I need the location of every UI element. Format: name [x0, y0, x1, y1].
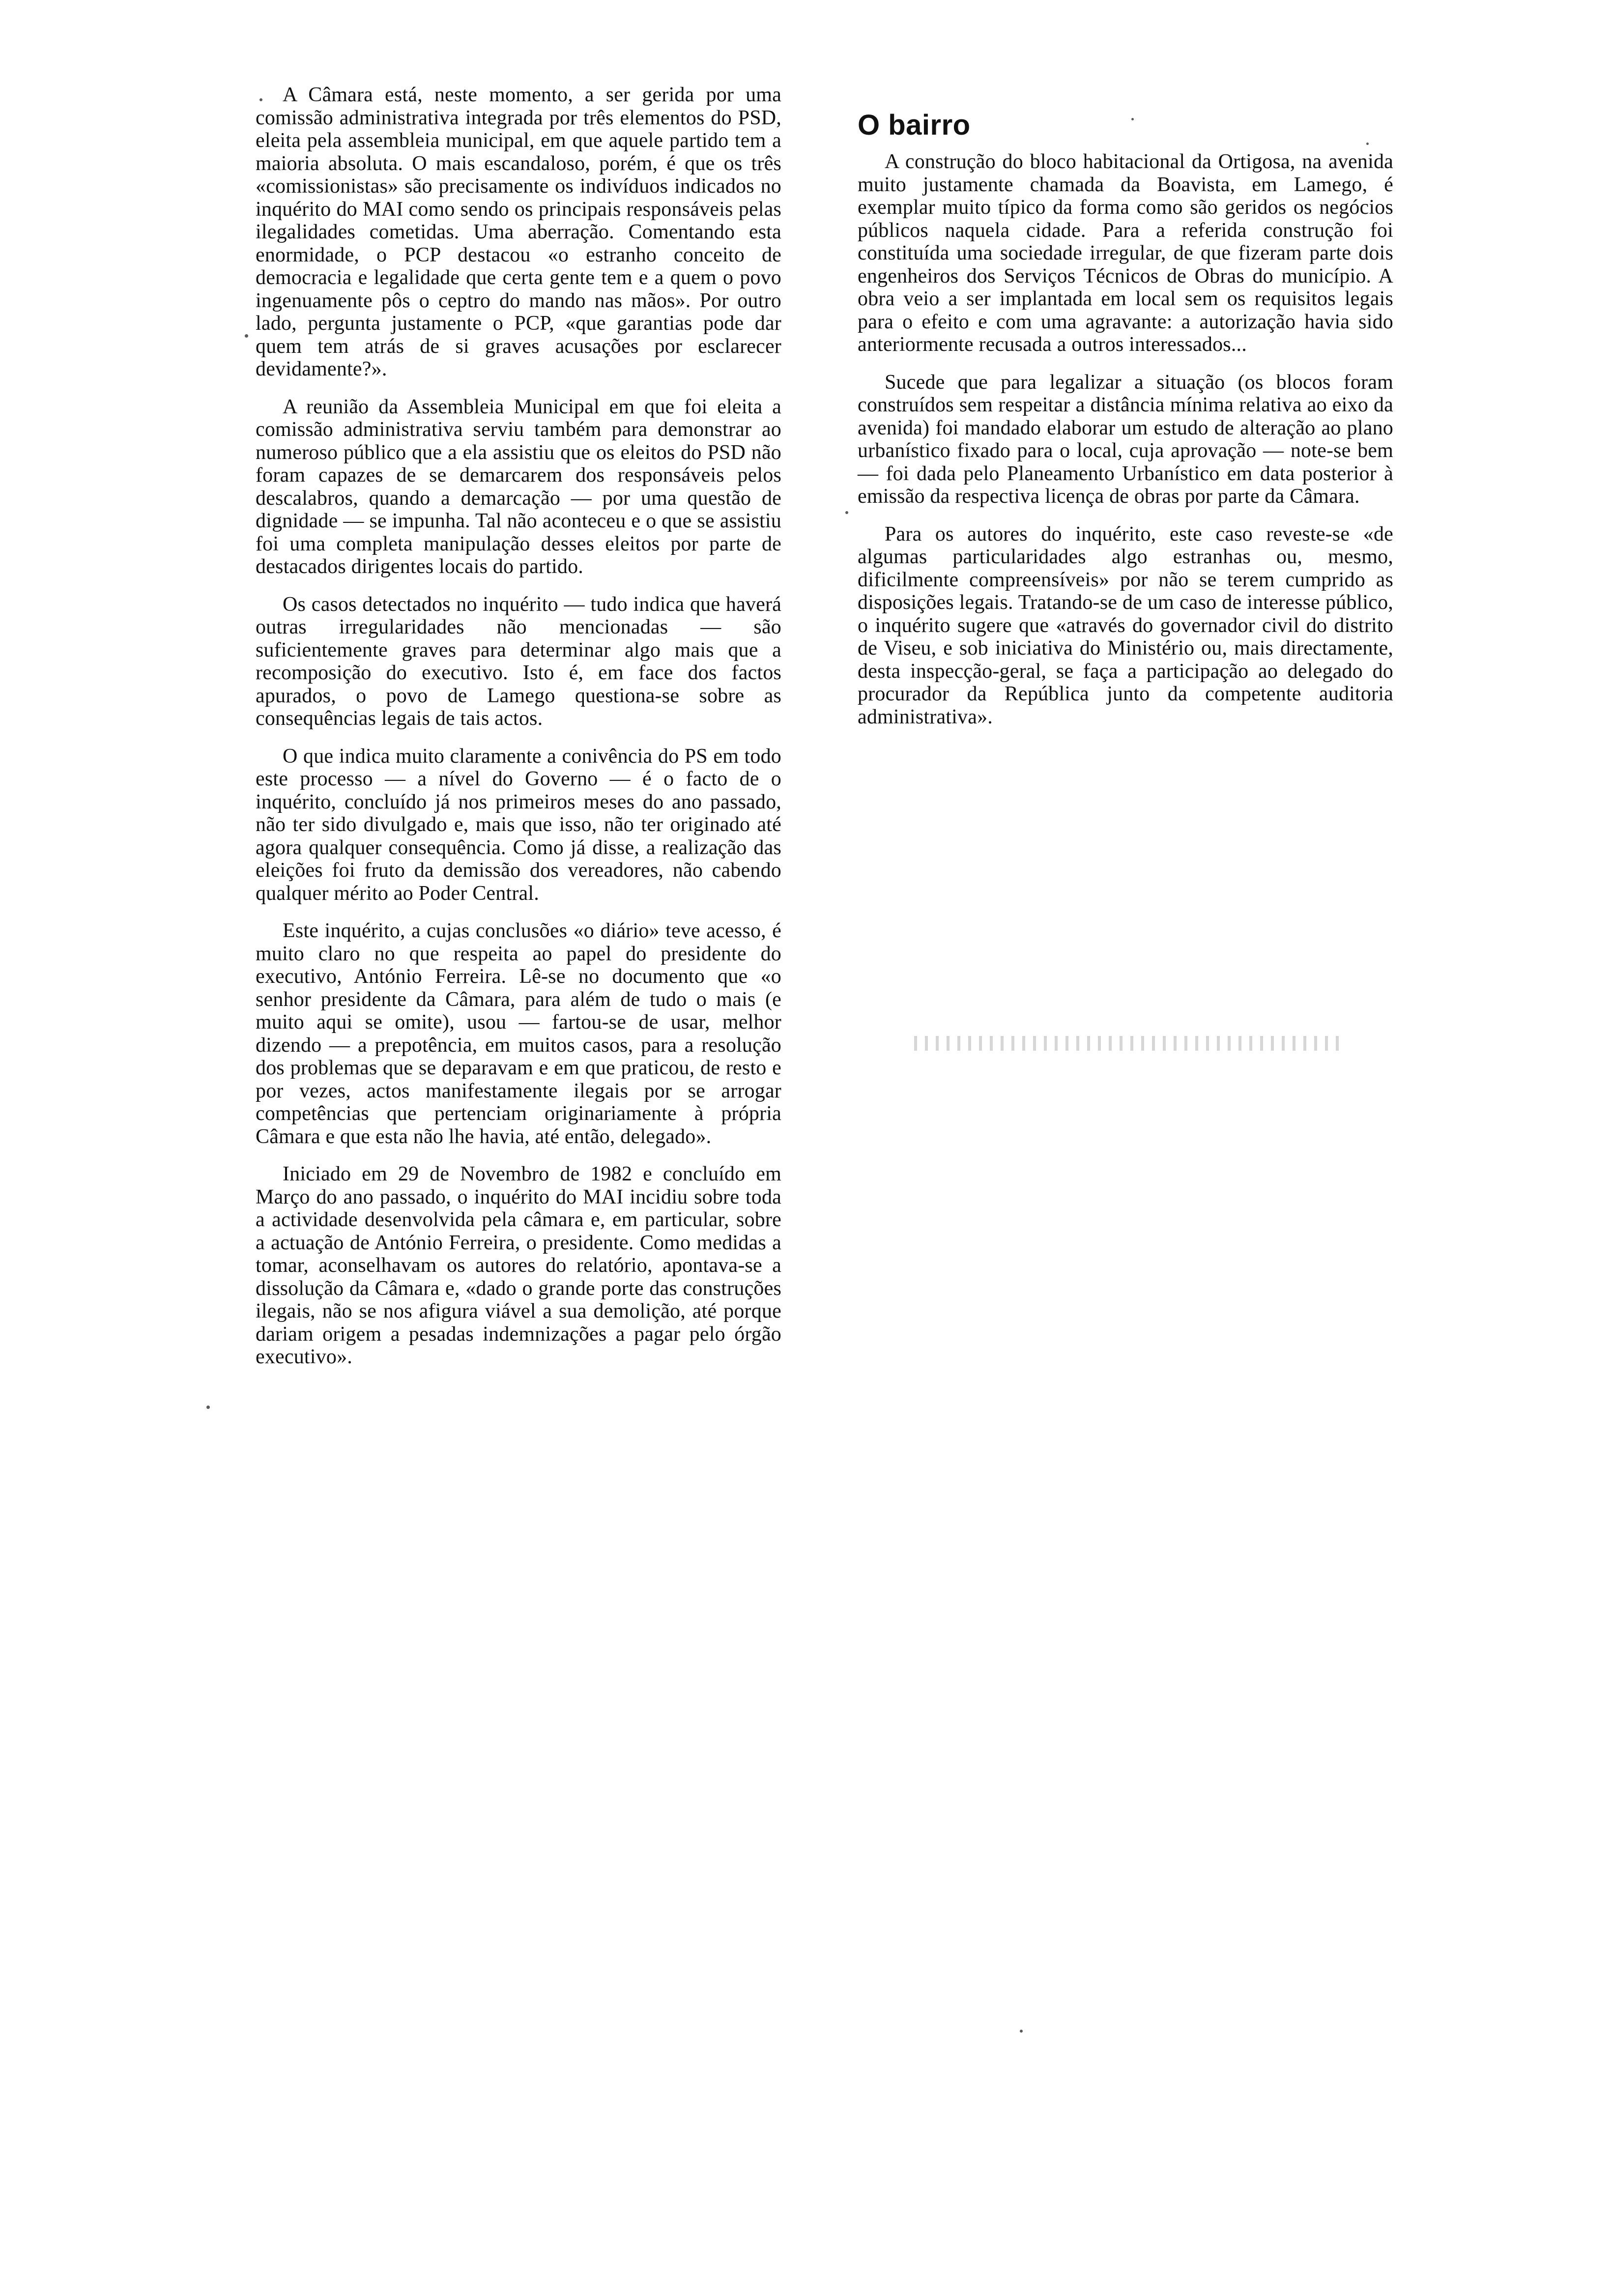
paragraph-comissao-administrativa: A Câmara está, neste momento, a ser gerida por uma comissão administrativa integrada por três elementos do PSD, eleita pela assembleia municipal, em que aquele partido tem a maioria absoluta. O mais escandaloso, porém, é que os três «comissionistas» são precisamente os indivíduos indicados no inquérito do MAI como sendo os principais responsáveis pelas ilegalidades cometidas. Uma aberração. Comentando esta enormidade, o PCP destacou «o estranho conceito de democracia e legalidade que certa gente tem e a quem o povo ingenuamente pôs o ceptro do mando nas mãos». Por outro lado, pergunta justamente o PCP, «que garantias pode dar quem tem atrás de si graves acusações por esclarecer devidamente?».	[256, 84, 781, 380]
left-column	[256, 84, 781, 1383]
scan-speck	[1131, 118, 1134, 120]
paragraph-inquerito-mai: Iniciado em 29 de Novembro de 1982 e concluído em Março do ano passado, o inquérito do MAI incidiu sobre toda a actividade desenvolvida pela câmara e, em particular, sobre a actuação de António Ferreira, o presidente. Como medidas a tomar, aconselhavam os autores do relatório, apontava-se a dissolução da Câmara e, «dado o grande porte das construções ilegais, não se nos afigura viável a sua demolição, até porque dariam origem a pesadas indemnizações a pagar pelo órgão executivo».	[256, 1163, 781, 1368]
scan-speck	[845, 511, 848, 514]
scan-speck	[245, 334, 248, 338]
paragraph-autores-inquerito: Para os autores do inquérito, este caso reveste-se «de algumas particularidades algo estranhas ou, mesmo, dificilmente compreensíveis» por não se terem cumprido as disposições legais. Tratando-se de um caso de interesse público, o inquérito sugere que «através do governador civil do distrito de Viseu, e sob iniciativa do Ministério ou, mais directamente, desta inspecção-geral, se faça a participação ao delegado do procurador da República junto da competente auditoria administrativa».	[858, 522, 1393, 728]
paragraph-assembleia-municipal: A reunião da Assembleia Municipal em que foi eleita a comissão administrativa serviu também para demonstrar ao numeroso público que a ela assistiu que os eleitos do PSD não foram capazes de se demarcarem dos responsáveis pelos descalabros, quando a demarcação — por uma questão de dignidade — se impunha. Tal não aconteceu e o que se assistiu foi uma completa manipulação desses eleitos por parte de destacados dirigentes locais do partido.	[256, 395, 781, 578]
section-heading-o-bairro: O bairro	[858, 109, 971, 141]
scan-speck	[1366, 143, 1369, 145]
paragraph-papel-presidente: Este inquérito, a cujas conclusões «o diário» teve acesso, é muito claro no que respeita ao papel do presidente do executivo, António Ferreira. Lê-se no documento que «o senhor presidente da Câmara, para além de tudo o mais (e muito aqui se omite), usou — fartou-se de usar, melhor dizendo — a prepotência, em muitos casos, para a resolução dos problemas que se deparavam e em que praticou, de resto e por vezes, actos manifestamente ilegais por se arrogar competências que pertenciam originariamente à própria Câmara e que esta não lhe havia, até então, delegado».	[256, 919, 781, 1148]
paragraph-construcao-bloco: A construção do bloco habitacional da Ortigosa, na avenida muito justamente chamada da Boavista, em Lamego, é exemplar muito típico da forma como são geridos os negócios públicos naquela cidade. Para a referida construção foi constituída uma sociedade irregular, de que fizeram parte dois engenheiros dos Serviços Técnicos de Obras do município. A obra veio a ser implantada em local sem os requisitos legais para o efeito e com uma agravante: a autorização havia sido anteriormente recusada a outros interessados...	[858, 150, 1393, 356]
scan-speck	[1020, 2030, 1023, 2033]
scan-speck	[259, 98, 262, 101]
scan-speck	[206, 1406, 210, 1409]
right-column	[858, 84, 1393, 743]
paragraph-casos-detectados: Os casos detectados no inquérito — tudo indica que haverá outras irregularidades não mencionadas — são suficientemente graves para determinar algo mais que a recomposição do executivo. Isto é, em face dos factos apurados, o povo de Lamego questiona-se sobre as consequências legais de tais actos.	[256, 593, 781, 730]
paragraph-conivencia-ps: O que indica muito claramente a conivência do PS em todo este processo — a nível do Governo — é o facto de o inquérito, concluído já nos primeiros meses do ano passado, não ter sido divulgado e, mais que isso, não ter originado até agora qualquer consequência. Como já disse, a realização das eleições foi fruto da demissão dos vereadores, não cabendo qualquer mérito ao Poder Central.	[256, 745, 781, 905]
scan-smudge	[914, 1036, 1347, 1051]
paragraph-legalizar-situacao: Sucede que para legalizar a situação (os blocos foram construídos sem respeitar a distância mínima relativa ao eixo da avenida) foi mandado elaborar um estudo de alteração ao plano urbanístico fixado para o local, cuja aprovação — note-se bem — foi dada pelo Planeamento Urbanístico em data posterior à emissão da respectiva licença de obras por parte da Câmara.	[858, 371, 1393, 508]
